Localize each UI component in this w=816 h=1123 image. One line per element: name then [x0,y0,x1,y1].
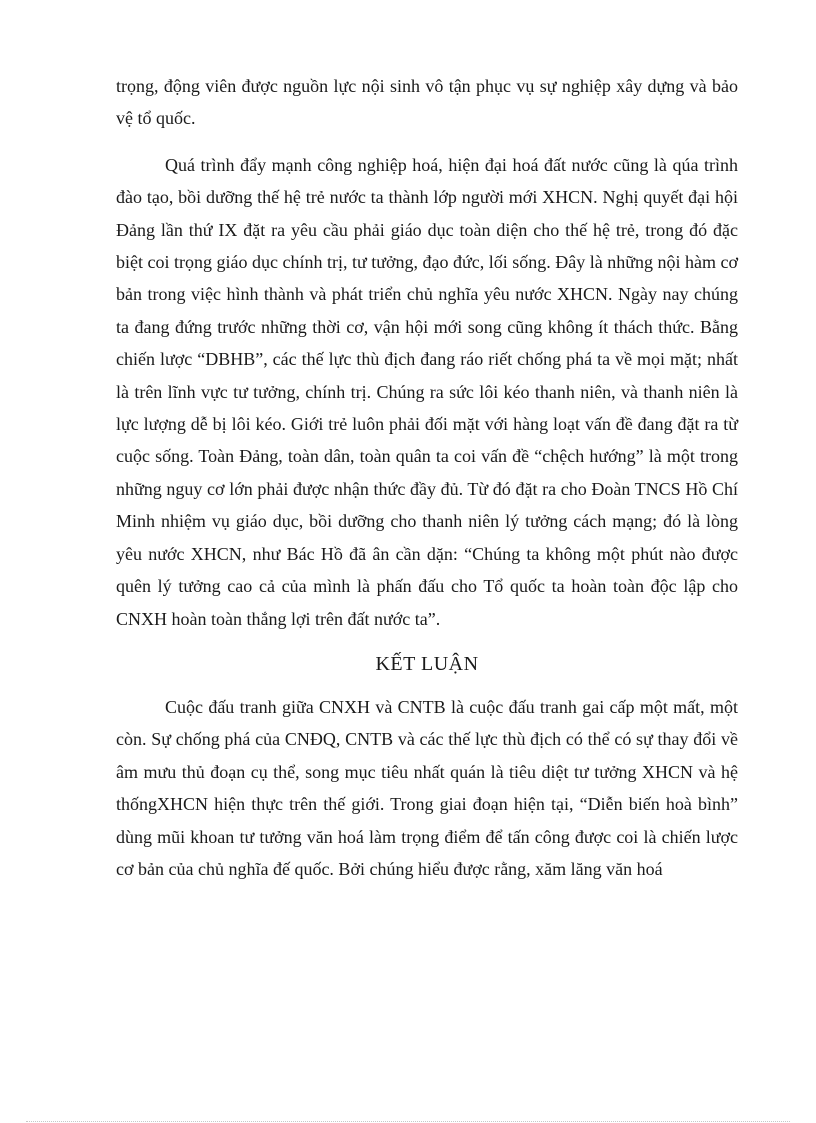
document-page [116,70,738,885]
paragraph-industrialization: Quá trình đẩy mạnh công nghiệp hoá, hiện đại hoá đất nước cũng là qúa trình đào tạo, bồi dưỡng thế hệ trẻ nước ta thành lớp người mới XHCN. Nghị quyết đại hội Đảng lần thứ IX đặt ra yêu cầu phải giáo dục toàn diện cho thế hệ trẻ, trong đó đặc biệt coi trọng giáo dục chính trị, tư tưởng, đạo đức, lối sống. Đây là những nội hàm cơ bản trong việc hình thành và phát triển chủ nghĩa yêu nước XHCN. Ngày nay chúng ta đang đứng trước những thời cơ, vận hội mới song cũng không ít thách thức. Bằng chiến lược “DBHB”, các thế lực thù địch đang ráo riết chống phá ta về mọi mặt; nhất là trên lĩnh vực tư tưởng, chính trị. Chúng ra sức lôi kéo thanh niên, và thanh niên là lực lượng dễ bị lôi kéo. Giới trẻ luôn phải đối mặt với hàng loạt vấn đề đang đặt ra từ cuộc sống. Toàn Đảng, toàn dân, toàn quân ta coi vấn đề “chệch hướng” là một trong những nguy cơ lớn phải được nhận thức đầy đủ. Từ đó đặt ra cho Đoàn TNCS Hồ Chí Minh nhiệm vụ giáo dục, bồi dưỡng cho thanh niên lý tưởng cách mạng; đó là lòng yêu nước XHCN, như Bác Hồ đã ân cần dặn: “Chúng ta không một phút nào được quên lý tưởng cao cả của mình là phấn đấu cho Tổ quốc ta hoàn toàn độc lập cho CNXH hoàn toàn thắng lợi trên đất nước ta”. [116,154,738,629]
paragraph-gap [116,135,738,149]
paragraph-conclusion: Cuộc đấu tranh giữa CNXH và CNTB là cuộc đấu tranh gai cấp một mất, một còn. Sự chống phá của CNĐQ, CNTB và các thế lực thù địch có thể có sự thay đổi về âm mưu thủ đoạn cụ thể, song mục tiêu nhất quán là tiêu diệt tư tưởng XHCN và hệ thốngXHCN hiện thực trên thế giới. Trong giai đoạn hiện tại, “Diễn biến hoà bình” dùng mũi khoan tư tưởng văn hoá làm trọng điểm để tấn công được coi là chiến lược cơ bản của chủ nghĩa đế quốc. Bởi chúng hiểu được rằng, xăm lăng văn hoá [116,696,738,879]
page-bottom-rule [26,1121,790,1122]
section-heading-conclusion: KẾT LUẬN [375,652,479,675]
paragraph-continuation: trọng, động viên được nguồn lực nội sinh vô tận phục vụ sự nghiệp xây dựng và bảo vệ tổ quốc. [116,76,738,129]
